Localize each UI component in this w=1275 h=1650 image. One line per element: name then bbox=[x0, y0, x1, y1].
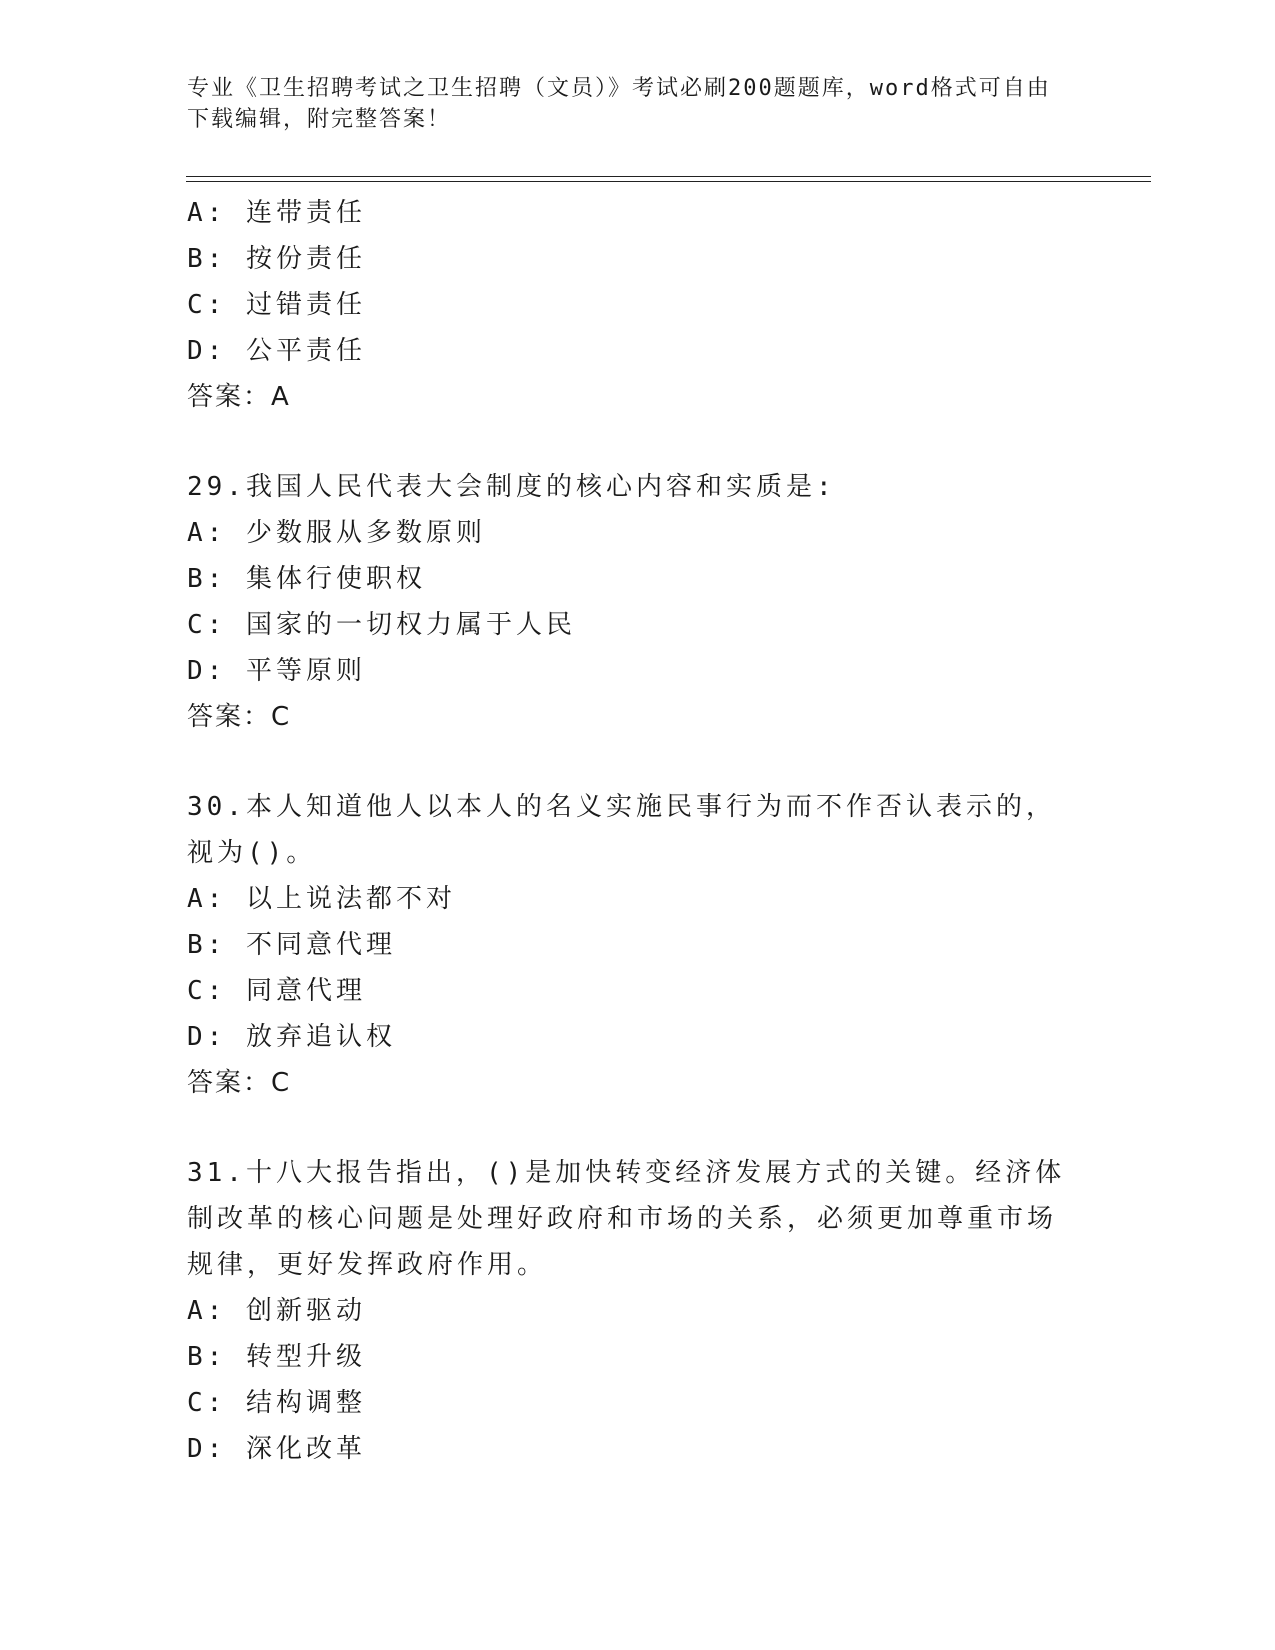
option-d: D: 深化改革 bbox=[187, 1434, 366, 1464]
question-29 bbox=[187, 464, 1087, 740]
option-d: D: 平等原则 bbox=[187, 656, 366, 686]
header-divider bbox=[186, 176, 1151, 182]
option-d: D: 放弃追认权 bbox=[187, 1022, 396, 1052]
option-a: A: 以上说法都不对 bbox=[187, 884, 456, 914]
option-d: D: 公平责任 bbox=[187, 336, 366, 366]
answer-label: 答案：C bbox=[187, 1068, 292, 1098]
question-28-partial bbox=[187, 190, 1087, 420]
option-c: C: 国家的一切权力属于人民 bbox=[187, 610, 576, 640]
question-list bbox=[187, 190, 1087, 1472]
document-header: 专业《卫生招聘考试之卫生招聘（文员）》考试必刷200题题库，word格式可自由下载编辑，附完整答案！ bbox=[187, 76, 1051, 132]
option-c: C: 结构调整 bbox=[187, 1388, 366, 1418]
option-b: B: 转型升级 bbox=[187, 1342, 366, 1372]
answer-label: 答案：C bbox=[187, 702, 292, 732]
option-a: A: 少数服从多数原则 bbox=[187, 518, 486, 548]
question-text: 31.十八大报告指出，()是加快转变经济发展方式的关键。经济体制改革的核心问题是处理好政府和市场的关系，必须更加尊重市场规律，更好发挥政府作用。 bbox=[187, 1158, 1066, 1280]
option-a: A: 连带责任 bbox=[187, 198, 366, 228]
option-c: C: 过错责任 bbox=[187, 290, 366, 320]
answer-label: 答案：A bbox=[187, 382, 291, 412]
question-30 bbox=[187, 784, 1087, 1106]
option-b: B: 不同意代理 bbox=[187, 930, 396, 960]
option-c: C: 同意代理 bbox=[187, 976, 366, 1006]
question-text: 29.我国人民代表大会制度的核心内容和实质是: bbox=[187, 472, 836, 502]
question-text: 30.本人知道他人以本人的名义实施民事行为而不作否认表示的，视为()。 bbox=[187, 792, 1056, 868]
option-a: A: 创新驱动 bbox=[187, 1296, 366, 1326]
option-b: B: 集体行使职权 bbox=[187, 564, 426, 594]
question-31 bbox=[187, 1150, 1087, 1472]
option-b: B: 按份责任 bbox=[187, 244, 366, 274]
